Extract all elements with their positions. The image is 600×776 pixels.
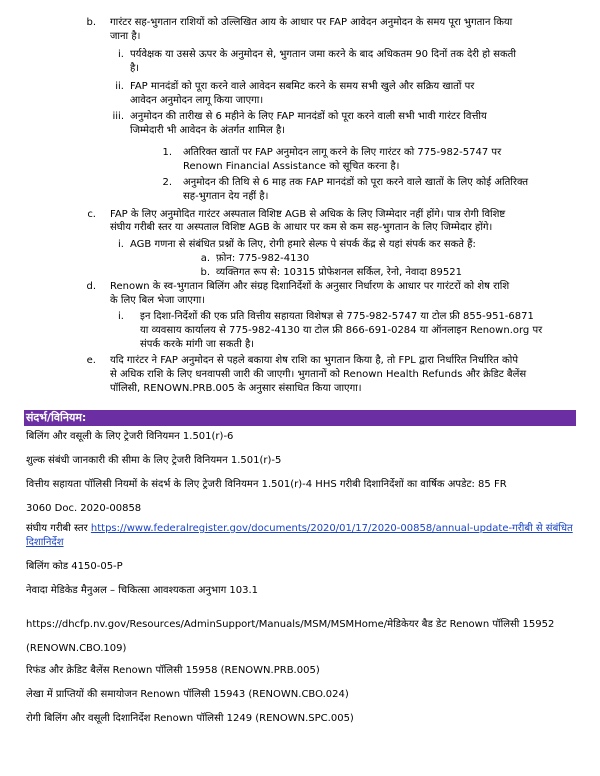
section-b-iii-2-marker: 2. <box>162 177 172 188</box>
federal-register-link-cont[interactable]: दिशानिर्देश <box>26 537 64 548</box>
section-d-i-line3: संपर्क करके मांगी जा सकती है। <box>140 339 255 350</box>
section-e-line1: यदि गारंटर ने FAP अनुमोदन से पहले बकाया शेष राशि का भुगतान किया है, तो FPL द्वारा निर्धारित निर्धारित कोपे <box>110 355 519 366</box>
reference-prefix: संघीय गरीबी स्तर <box>26 523 91 534</box>
reference-item: (RENOWN.CBO.109) <box>26 643 127 654</box>
section-b-iii-1-line1: अतिरिक्त खातों पर FAP अनुमोदन लागू करने के लिए गारंटर को 775-982-5747 पर <box>183 147 502 158</box>
section-d-marker: d. <box>86 281 96 292</box>
reference-federal-poverty <box>26 522 573 535</box>
section-e-line2: से अधिक राशि के लिए धनवापसी जारी की जाएगी। भुगतानों को Renown Health Refunds और क्रेडिट बैलेंस <box>110 369 527 380</box>
section-c-line2: संघीय गरीबी स्तर या अस्पताल विशिष्ट AGB के आधार पर कम से कम सह-भुगतान के लिए जिम्मेदार होंगे। <box>110 222 493 233</box>
phone-number: फ़ोन: 775-982-4130 <box>216 253 310 264</box>
section-b-i-line2: है। <box>130 63 140 74</box>
section-b-marker: b. <box>86 17 96 28</box>
reference-item: 3060 Doc. 2020-00858 <box>26 503 142 514</box>
section-b-iii-2-line2: सह-भुगतान देय नहीं है। <box>183 191 269 202</box>
reference-item: रिफंड और क्रेडिट बैलेंस Renown पॉलिसी 15958 (RENOWN.PRB.005) <box>26 665 320 676</box>
section-c-i-marker: i. <box>118 239 124 250</box>
reference-item: https://dhcfp.nv.gov/Resources/AdminSupport/Manuals/MSM/MSMHome/मेडिकेयर बैड डेट Renown पॉलिसी 15952 <box>26 619 555 630</box>
reference-item: वित्तीय सहायता पॉलिसी नियमों के संदर्भ के लिए ट्रेजरी विनियमन 1.501(r)-4 HHS गरीबी दिशानिर्देशों का वार्षिक अपडेट: 85 FR <box>26 479 507 490</box>
section-c-i-a-marker: a. <box>200 253 210 264</box>
section-b-iii-line2: जिम्मेदारी भी आवेदन के अंतर्गत शामिल है। <box>130 125 286 136</box>
section-d-line1: Renown के स्व-भुगतान बिलिंग और संग्रह दिशानिर्देशों के अनुसार निर्धारण के आधार पर गारंटरों को शेष राशि <box>110 281 510 292</box>
reference-item: रोगी बिलिंग और वसूली दिशानिर्देश Renown पॉलिसी 1249 (RENOWN.SPC.005) <box>26 713 354 724</box>
section-b-line2: जाना है। <box>110 31 141 42</box>
section-b-iii-marker: iii. <box>112 111 124 122</box>
section-c-line1: FAP के लिए अनुमोदित गारंटर अस्पताल विशिष्ट AGB से अधिक के लिए जिम्मेदार नहीं होंगे। पात्र रोगी विशिष्ट <box>110 209 506 220</box>
references-header-bar <box>24 410 576 426</box>
reference-item: शुल्क संबंधी जानकारी की सीमा के लिए ट्रेजरी विनियमन 1.501(r)-5 <box>26 455 282 466</box>
section-d-i-marker: i. <box>118 311 124 322</box>
reference-item: बिलिंग और वसूली के लिए ट्रेजरी विनियमन 1.501(r)-6 <box>26 431 234 442</box>
federal-register-link[interactable]: https://www.federalregister.gov/documents/2020/01/17/2020-00858/annual-update-गरीबी से संबंधित <box>90 523 573 534</box>
section-b-ii-marker: ii. <box>115 81 124 92</box>
section-c-i-line1: AGB गणना से संबंधित प्रश्नों के लिए, रोगी हमारे सेल्फ पे संपर्क केंद्र से यहां संपर्क कर सकते हैं: <box>130 239 476 250</box>
section-b-iii-1-line2: Renown Financial Assistance को सूचित करना है। <box>183 161 400 172</box>
section-b-i-marker: i. <box>118 49 124 60</box>
reference-item: लेखा में प्राप्तियों की समायोजन Renown पॉलिसी 15943 (RENOWN.CBO.024) <box>26 689 349 700</box>
section-b-iii-line1: अनुमोदन की तारीख से 6 महीने के लिए FAP मानदंडों को पूरा करने वाली सभी भावी गारंटर वित्तीय <box>130 111 487 122</box>
section-b-line1: गारंटर सह-भुगतान राशियों को उल्लिखित आय के आधार पर FAP आवेदन अनुमोदन के समय पूरा भुगतान किया <box>110 17 513 28</box>
section-b-i-line1: पर्यवेक्षक या उससे ऊपर के अनुमोदन से, भुगतान जमा करने के बाद अधिकतम 90 दिनों तक देरी हो सकती <box>130 49 516 60</box>
section-e-line3: पॉलिसी, RENOWN.PRB.005 के अनुसार संसाधित किया जाएगा। <box>110 383 362 394</box>
section-d-line2: के लिए बिल भेजा जाएगा। <box>110 295 205 306</box>
section-b-iii-1-marker: 1. <box>162 147 172 158</box>
reference-item: नेवादा मेडिकेड मैनुअल – चिकित्सा आवश्यकता अनुभाग 103.1 <box>26 585 259 596</box>
section-b-ii-line1: FAP मानदंडों को पूरा करने वाले आवेदन सबमिट करने के समय सभी खुले और सक्रिय खातों पर <box>130 81 475 92</box>
references-header: संदर्भ/विनियम: <box>26 411 87 424</box>
section-e-marker: e. <box>86 355 96 366</box>
address: व्यक्तिगत रूप से: 10315 प्रोफेशनल सर्किल, रेनो, नेवादा 89521 <box>216 267 462 278</box>
section-c-marker: c. <box>87 209 96 220</box>
section-c-i-b-marker: b. <box>200 267 210 278</box>
reference-item: बिलिंग कोड 4150-05-P <box>26 561 123 572</box>
section-d-i-line2: या व्यवसाय कार्यालय से 775-982-4130 या टोल फ्री 866-691-0284 या ऑनलाइन Renown.org पर <box>140 325 543 336</box>
section-b-iii-2-line1: अनुमोदन की तिथि से 6 माह तक FAP मानदंडों को पूरा करने वाले खातों के लिए कोई अतिरिक्त <box>183 177 529 188</box>
section-b-ii-line2: आवेदन अनुमोदन लागू किया जाएगा। <box>130 95 264 106</box>
section-d-i-line1: इन दिशा-निर्देशों की एक प्रति वित्तीय सहायता विशेषज्ञ से 775-982-5747 या टोल फ्री 855-951-6871 <box>140 311 534 322</box>
reference-federal-poverty-cont <box>26 536 64 549</box>
